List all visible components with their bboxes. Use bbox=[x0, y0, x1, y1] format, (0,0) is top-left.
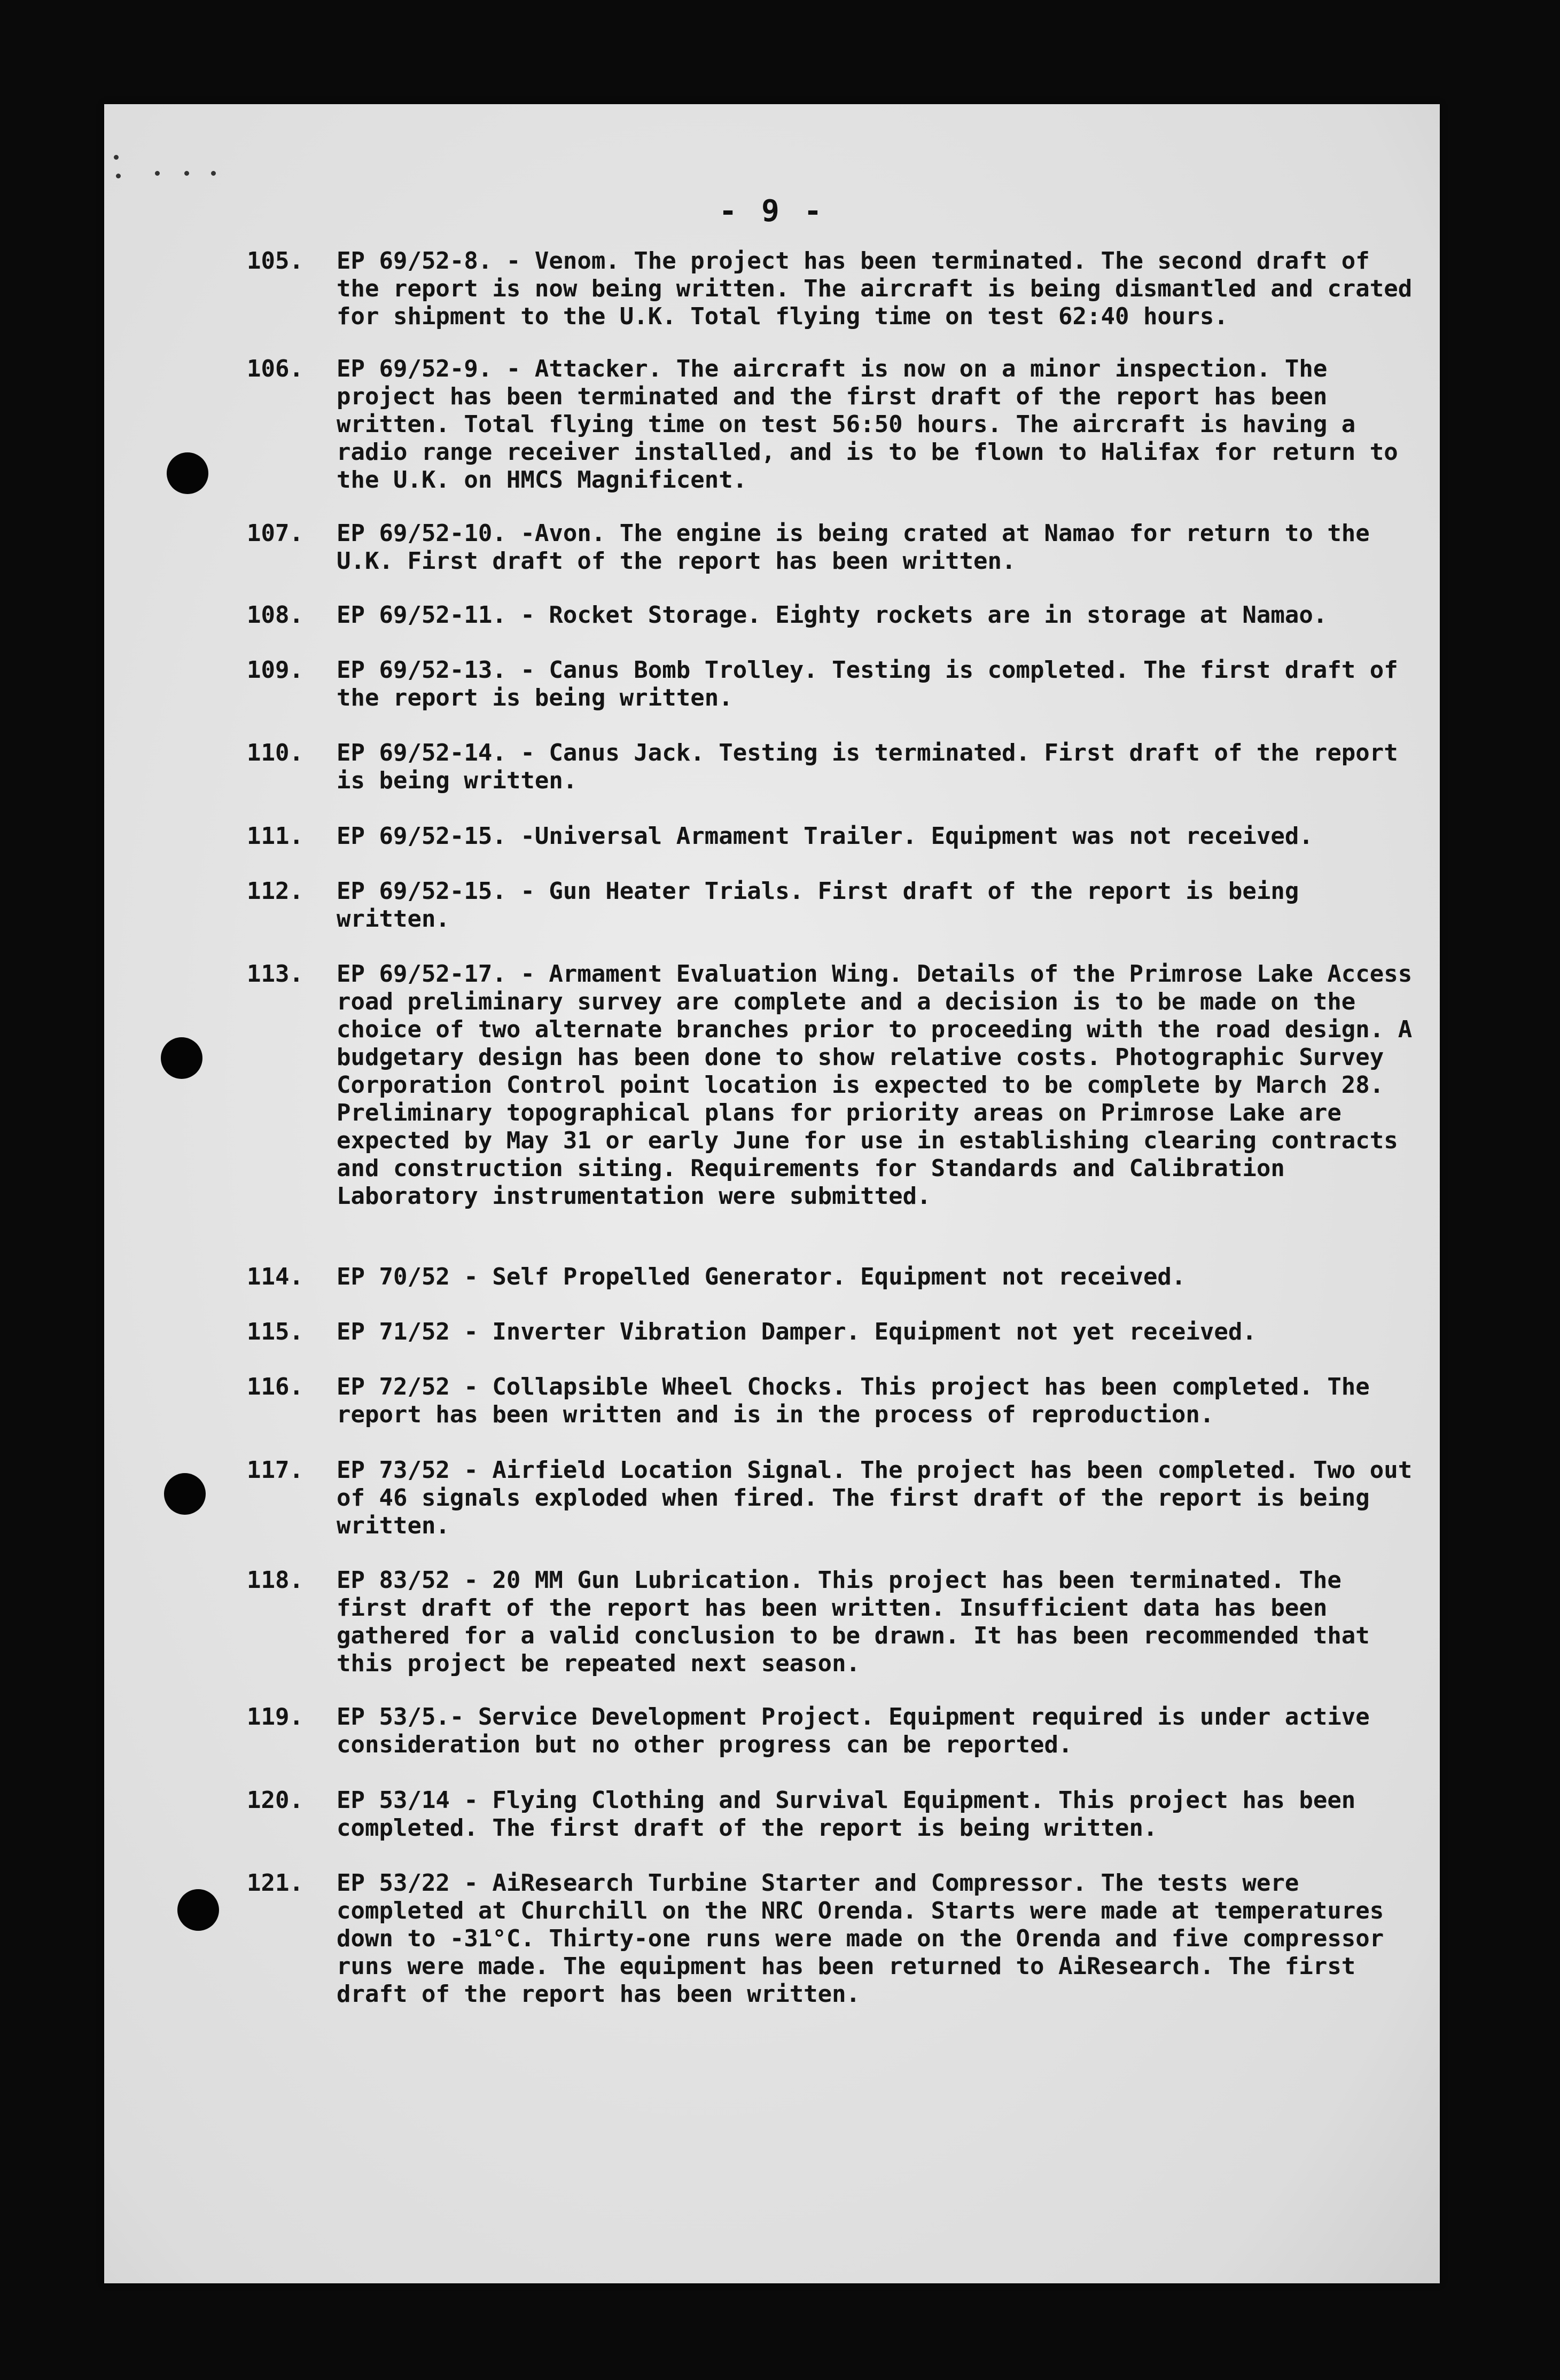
document-page bbox=[104, 104, 1440, 2283]
entry-text: EP 73/52 - Airfield Location Signal. The project has been completed. Two out of 46 signals exploded when fired. The first draft of the report is being written. bbox=[337, 1457, 1426, 1539]
entry-number: 121. bbox=[247, 1869, 303, 1897]
entry-number: 116. bbox=[247, 1373, 303, 1400]
punch-hole bbox=[167, 452, 208, 494]
speck-mark bbox=[116, 174, 121, 178]
entry-number: 120. bbox=[247, 1787, 303, 1814]
entry-text: EP 69/52-15. - Gun Heater Trials. First draft of the report is being written. bbox=[337, 878, 1313, 933]
entry-text: EP 69/52-8. - Venom. The project has been terminated. The second draft of the report is now being written. The aircraft is being dismantled and crated for shipment to the U.K. Total flying time on test 62:40 hours. bbox=[337, 247, 1426, 330]
entry-text: EP 72/52 - Collapsible Wheel Chocks. This project has been completed. The report has been written and is in the process of reproduction. bbox=[337, 1373, 1384, 1428]
entry-text: EP 53/14 - Flying Clothing and Survival Equipment. This project has been completed. The first draft of the report is being written. bbox=[337, 1787, 1370, 1842]
entry-number: 117. bbox=[247, 1457, 303, 1484]
entry-number: 105. bbox=[247, 247, 303, 275]
entry-number: 110. bbox=[247, 739, 303, 766]
entry-number: 108. bbox=[247, 601, 303, 629]
entry-number: 109. bbox=[247, 656, 303, 684]
speck-mark bbox=[114, 155, 119, 160]
punch-hole bbox=[164, 1473, 206, 1515]
entry-text: EP 69/52-9. - Attacker. The aircraft is now on a minor inspection. The project has been terminated and the first draft of the report has been written. Total flying time on test 56:50 hours. The aircraft is having a radio range receiver installed, and is to be flown to Halifax for return to the U.K. on HMCS Magnificent. bbox=[337, 355, 1413, 494]
speck-mark bbox=[184, 171, 189, 176]
entry-text: EP 71/52 - Inverter Vibration Damper. Equipment not yet received. bbox=[337, 1318, 1257, 1345]
entry-number: 114. bbox=[247, 1263, 303, 1290]
punch-hole bbox=[161, 1037, 202, 1079]
entry-number: 107. bbox=[247, 520, 303, 547]
entry-text: EP 69/52-17. - Armament Evaluation Wing. Details of the Primrose Lake Access road preliminary survey are complete and a decision is to be made on the choice of two alternate branches prior to proceeding with the road design. A budgetary design has been done to show relative costs. Photographic Survey Corporation Control point location is expected to be complete by March 28. Preliminary topographical plans for priority areas on Primrose Lake are expected by May 31 or early June for use in establishing clearing contracts and construction siting. Requirements for Standards and Calibration Laboratory instrumentation were submitted. bbox=[337, 960, 1426, 1210]
entry-text: EP 69/52-13. - Canus Bomb Trolley. Testing is completed. The first draft of the report is being written. bbox=[337, 656, 1413, 711]
entry-number: 115. bbox=[247, 1318, 303, 1345]
entry-number: 111. bbox=[247, 823, 303, 850]
entry-text: EP 69/52-14. - Canus Jack. Testing is terminated. First draft of the report is being written. bbox=[337, 739, 1413, 794]
entry-number: 112. bbox=[247, 878, 303, 905]
entry-number: 119. bbox=[247, 1703, 303, 1731]
speck-mark bbox=[211, 171, 216, 176]
entry-text: EP 70/52 - Self Propelled Generator. Equipment not received. bbox=[337, 1263, 1186, 1290]
entry-text: EP 83/52 - 20 MM Gun Lubrication. This project has been terminated. The first draft of the report has been written. Insufficient data has been gathered for a valid conclusion to be drawn. It has been recommended that this project be repeated next season. bbox=[337, 1567, 1384, 1677]
entry-text: EP 53/5.- Service Development Project. Equipment required is under active consideration but no other progress can be reported. bbox=[337, 1703, 1384, 1758]
entry-number: 118. bbox=[247, 1567, 303, 1594]
page-number: - 9 - bbox=[719, 194, 825, 229]
entry-number: 113. bbox=[247, 960, 303, 988]
entry-text: EP 69/52-10. -Avon. The engine is being crated at Namao for return to the U.K. First draft of the report has been written. bbox=[337, 520, 1384, 575]
entry-text: EP 69/52-15. -Universal Armament Trailer. Equipment was not received. bbox=[337, 823, 1313, 850]
speck-mark bbox=[155, 171, 160, 176]
entry-text: EP 53/22 - AiResearch Turbine Starter and Compressor. The tests were completed at Churchill on the NRC Orenda. Starts were made at temperatures down to -31°C. Thirty-one runs were made on the Orenda and five compressor runs were made. The equipment has been returned to AiResearch. The first draft of the report has been written. bbox=[337, 1869, 1398, 2008]
entry-text: EP 69/52-11. - Rocket Storage. Eighty rockets are in storage at Namao. bbox=[337, 601, 1328, 629]
punch-hole bbox=[177, 1889, 219, 1931]
entry-number: 106. bbox=[247, 355, 303, 382]
